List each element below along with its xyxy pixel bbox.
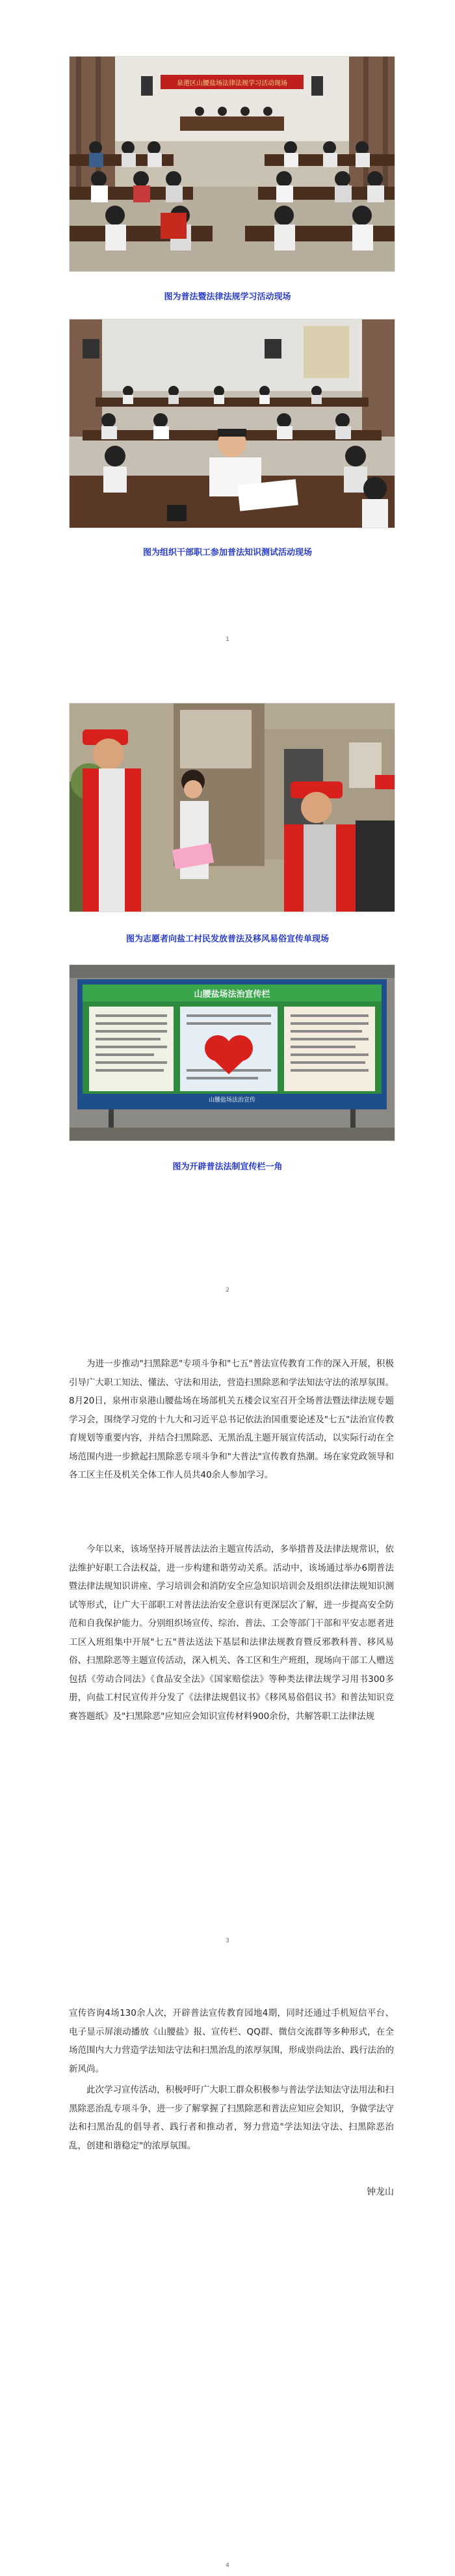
board-footer: 山腰盐场法治宣传 [208,1097,256,1104]
photo-knowledge-test-image [70,319,395,528]
page-number: 2 [226,1287,229,1294]
photo-volunteers-image [70,703,395,912]
photo-study-session-caption: 图为普法暨法律法规学习活动现场 [164,292,291,302]
page-number: 1 [226,636,229,643]
article-paragraph-1: 为进一步推动"扫黑除恶"专项斗争和"七五"普法宣传教育工作的深入开展，积极引导广大职工知法、懂法、守法和用法，营造扫黑除恶和学法知法守法的浓厚氛围。8月20日，泉州市泉港山腰盐场在场部机关五楼会议室召开全场普法暨法律法规专题学习会，围绕学习党的十九大和习近平总书记依法治国重要论述及"七五"法治宣传教育规划等重要内容，并结合扫黑除恶、无黑治乱主题开展宣传活动，以实际行动在全场范围内进一步掀起扫黑除恶专项斗争和"大普法"宣传教育热潮。场在家党政领导和各工区主任及机关全体工作人员共40余人参加学习。 [69,1359,394,1480]
document-page-3 [0,1301,455,1952]
author-signature: 钟龙山 [367,2187,394,2197]
photo-law-board-image [70,965,395,1141]
article-paragraph-3: 宣传咨询4场130余人次，开辟普法宣传教育园地4期，同时还通过手机短信平台、电子显示屏滚动播放《山腰盐》报、宣传栏、QQ群、微信交流群等多种形式，在全场范围内大力营造学法知法守法和扫黑治乱的浓厚氛围，形成崇尚法治、践行法治的新风尚。 [69,2008,394,2074]
board-title: 山腰盐场法治宣传栏 [194,990,270,999]
photo-volunteers-caption: 图为志愿者向盐工村民发放普法及移风易俗宣传单现场 [125,934,329,944]
photo-law-board [69,964,395,1141]
photo-knowledge-test [69,319,395,528]
page-number: 3 [226,1938,229,1944]
document-page-2 [0,651,455,1301]
photo-study-session-image [70,57,395,271]
document-page-1 [0,0,455,651]
article-paragraph-2: 今年以来，该场坚持开展普法法治主题宣传活动，多举措普及法律法规常识，依法维护好职工合法权益，进一步构建和谐劳动关系。活动中，该场通过举办6期普法暨法律法规知识讲座、学习培训会和消防安全应急知识培训会及组织法律法规知识测试等形式，让广大干部职工对普法法治安全意识有更深层次了解，进一步提高安全防范和自我保护能力。分别组织场宣传、综治、普法、工会等部门干部和平安志愿者进工区入班组集中开展"七五"普法送法下基层和法律法规教育暨反邪教科普、移风易俗、扫黑除恶等主题宣传活动，深入机关、各工区和生产班组，现场向干部工人赠送包括《劳动合同法》《食品安全法》《国家赔偿法》等种类法律法规学习用书300多册，向盐工村民宣传并分发了《法律法规倡议书》《移风易俗倡议书》和普法知识竞赛答题纸》及"扫黑除恶"应知应会知识宣传材料900余份，共解答职工法律法规 [69,1544,394,1722]
page-number: 4 [226,2562,229,2569]
article-paragraph-4: 此次学习宣传活动，积极呼吁广大职工群众积极参与普法学法知法守法用法和扫黑除恶治乱专项斗争，进一步了解掌握了扫黑除恶和普法应知应会知识，争做学法守法和扫黑治乱的倡导者、践行者和推动者，努力营造"学法知法守法、扫黑除恶治乱，创建和谐稳定"的浓厚氛围。 [69,2085,394,2151]
photo-study-session [69,56,395,272]
banner-text: 泉港区山腰盐场法律法规学习活动现场 [177,80,287,87]
photo-knowledge-test-caption: 图为组织干部职工参加普法知识测试活动现场 [142,548,312,558]
document-page-4 [0,1952,455,2576]
photo-law-board-caption: 图为开辟普法法制宣传栏一角 [172,1162,283,1172]
photo-volunteers [69,703,395,912]
